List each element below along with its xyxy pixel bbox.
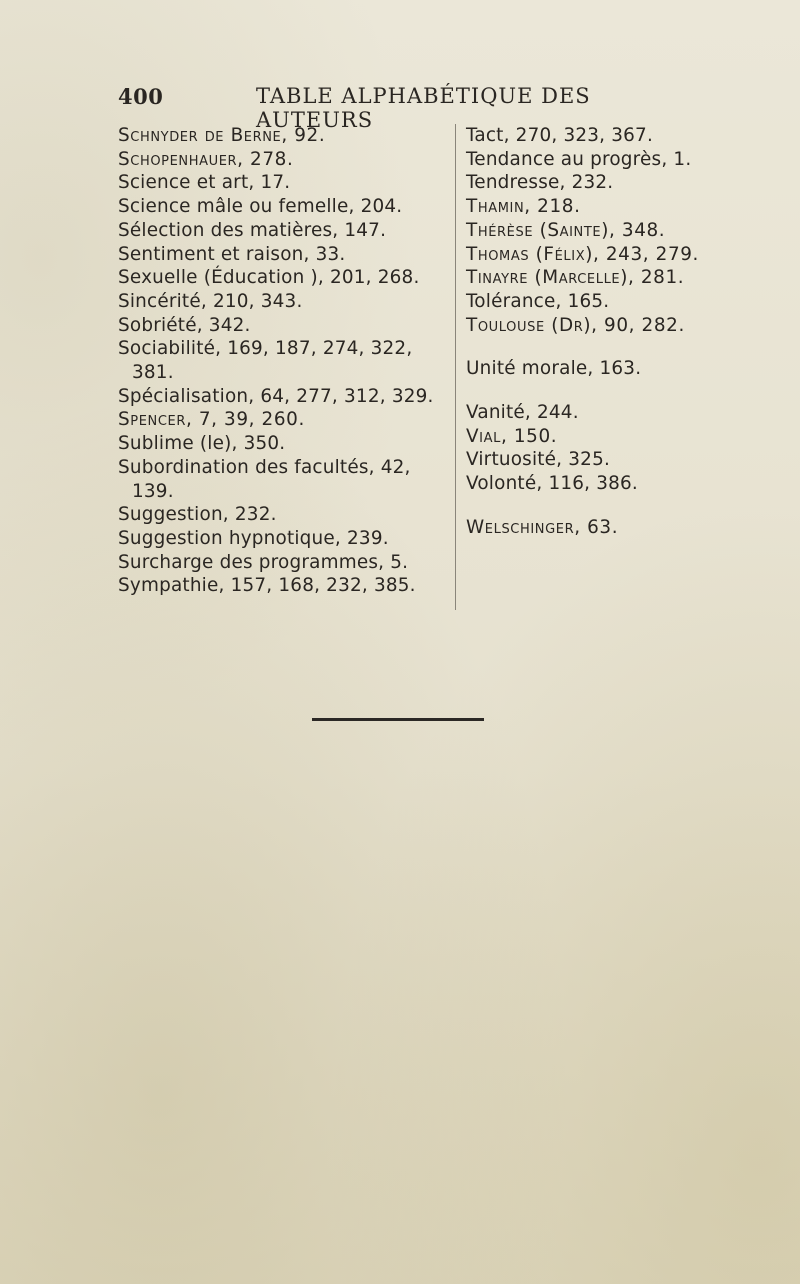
running-title: TABLE ALPHABÉTIQUE DES AUTEURS bbox=[256, 84, 591, 132]
index-entry: Virtuosité, 325. bbox=[466, 449, 611, 471]
index-entry-continuation: 381. bbox=[132, 362, 174, 384]
index-entry: Thamin, 218. bbox=[466, 196, 581, 218]
index-entry: Spécialisation, 64, 277, 312, 329. bbox=[118, 385, 434, 407]
page-header bbox=[118, 84, 678, 132]
index-column-right bbox=[466, 124, 800, 540]
index-entry: Tendresse, 232. bbox=[466, 172, 614, 194]
index-entry: Schopenhauer, 278. bbox=[118, 148, 294, 170]
index-entry: Sentiment et raison, 33. bbox=[118, 243, 346, 265]
index-entry: Sincérité, 210, 343. bbox=[118, 290, 303, 312]
index-entry: Sublime (le), 350. bbox=[118, 433, 286, 455]
index-entry: Spencer, 7, 39, 260. bbox=[118, 409, 305, 431]
index-entry: Vanité, 244. bbox=[466, 402, 579, 424]
page-number: 400 bbox=[118, 84, 164, 109]
index-entry: Tact, 270, 323, 367. bbox=[466, 125, 654, 146]
index-entry: Thomas (Félix), 243, 279. bbox=[466, 243, 700, 265]
index-entry: Sexuelle (Éducation ), 201, 268. bbox=[118, 267, 420, 289]
index-entry: Tinayre (Marcelle), 281. bbox=[466, 267, 685, 289]
index-entry: Schnyder de Berne, 92. bbox=[118, 125, 326, 146]
index-entry: Sélection des matières, 147. bbox=[118, 219, 387, 241]
index-entry: Unité morale, 163. bbox=[466, 358, 642, 380]
index-entry: Surcharge des programmes, 5. bbox=[118, 551, 409, 573]
index-entry: Sobriété, 342. bbox=[118, 314, 251, 336]
index-entry: Volonté, 116, 386. bbox=[466, 473, 638, 495]
index-entry: Toulouse (Dr), 90, 282. bbox=[466, 314, 685, 336]
column-divider bbox=[455, 124, 456, 610]
index-entry: Sympathie, 157, 168, 232, 385. bbox=[118, 575, 416, 597]
index-entry: Sociabilité, 169, 187, 274, 322, bbox=[118, 338, 413, 360]
index-entry-continuation: 139. bbox=[132, 480, 174, 502]
index-entry: Vial, 150. bbox=[466, 425, 558, 447]
index-entry: Suggestion hypnotique, 239. bbox=[118, 527, 389, 549]
index-entry: Tendance au progrès, 1. bbox=[466, 148, 692, 170]
index-entry: Science et art, 17. bbox=[118, 172, 291, 194]
index-entry: Thérèse (Sainte), 348. bbox=[466, 219, 666, 241]
index-entry: Science mâle ou femelle, 204. bbox=[118, 196, 403, 218]
index-entry: Welschinger, 63. bbox=[466, 516, 619, 538]
index-entry: Tolérance, 165. bbox=[466, 290, 610, 312]
index-entry: Subordination des facultés, 42, bbox=[118, 456, 411, 478]
index-column-left bbox=[118, 124, 452, 598]
end-rule bbox=[312, 718, 484, 721]
index-entry: Suggestion, 232. bbox=[118, 504, 277, 526]
